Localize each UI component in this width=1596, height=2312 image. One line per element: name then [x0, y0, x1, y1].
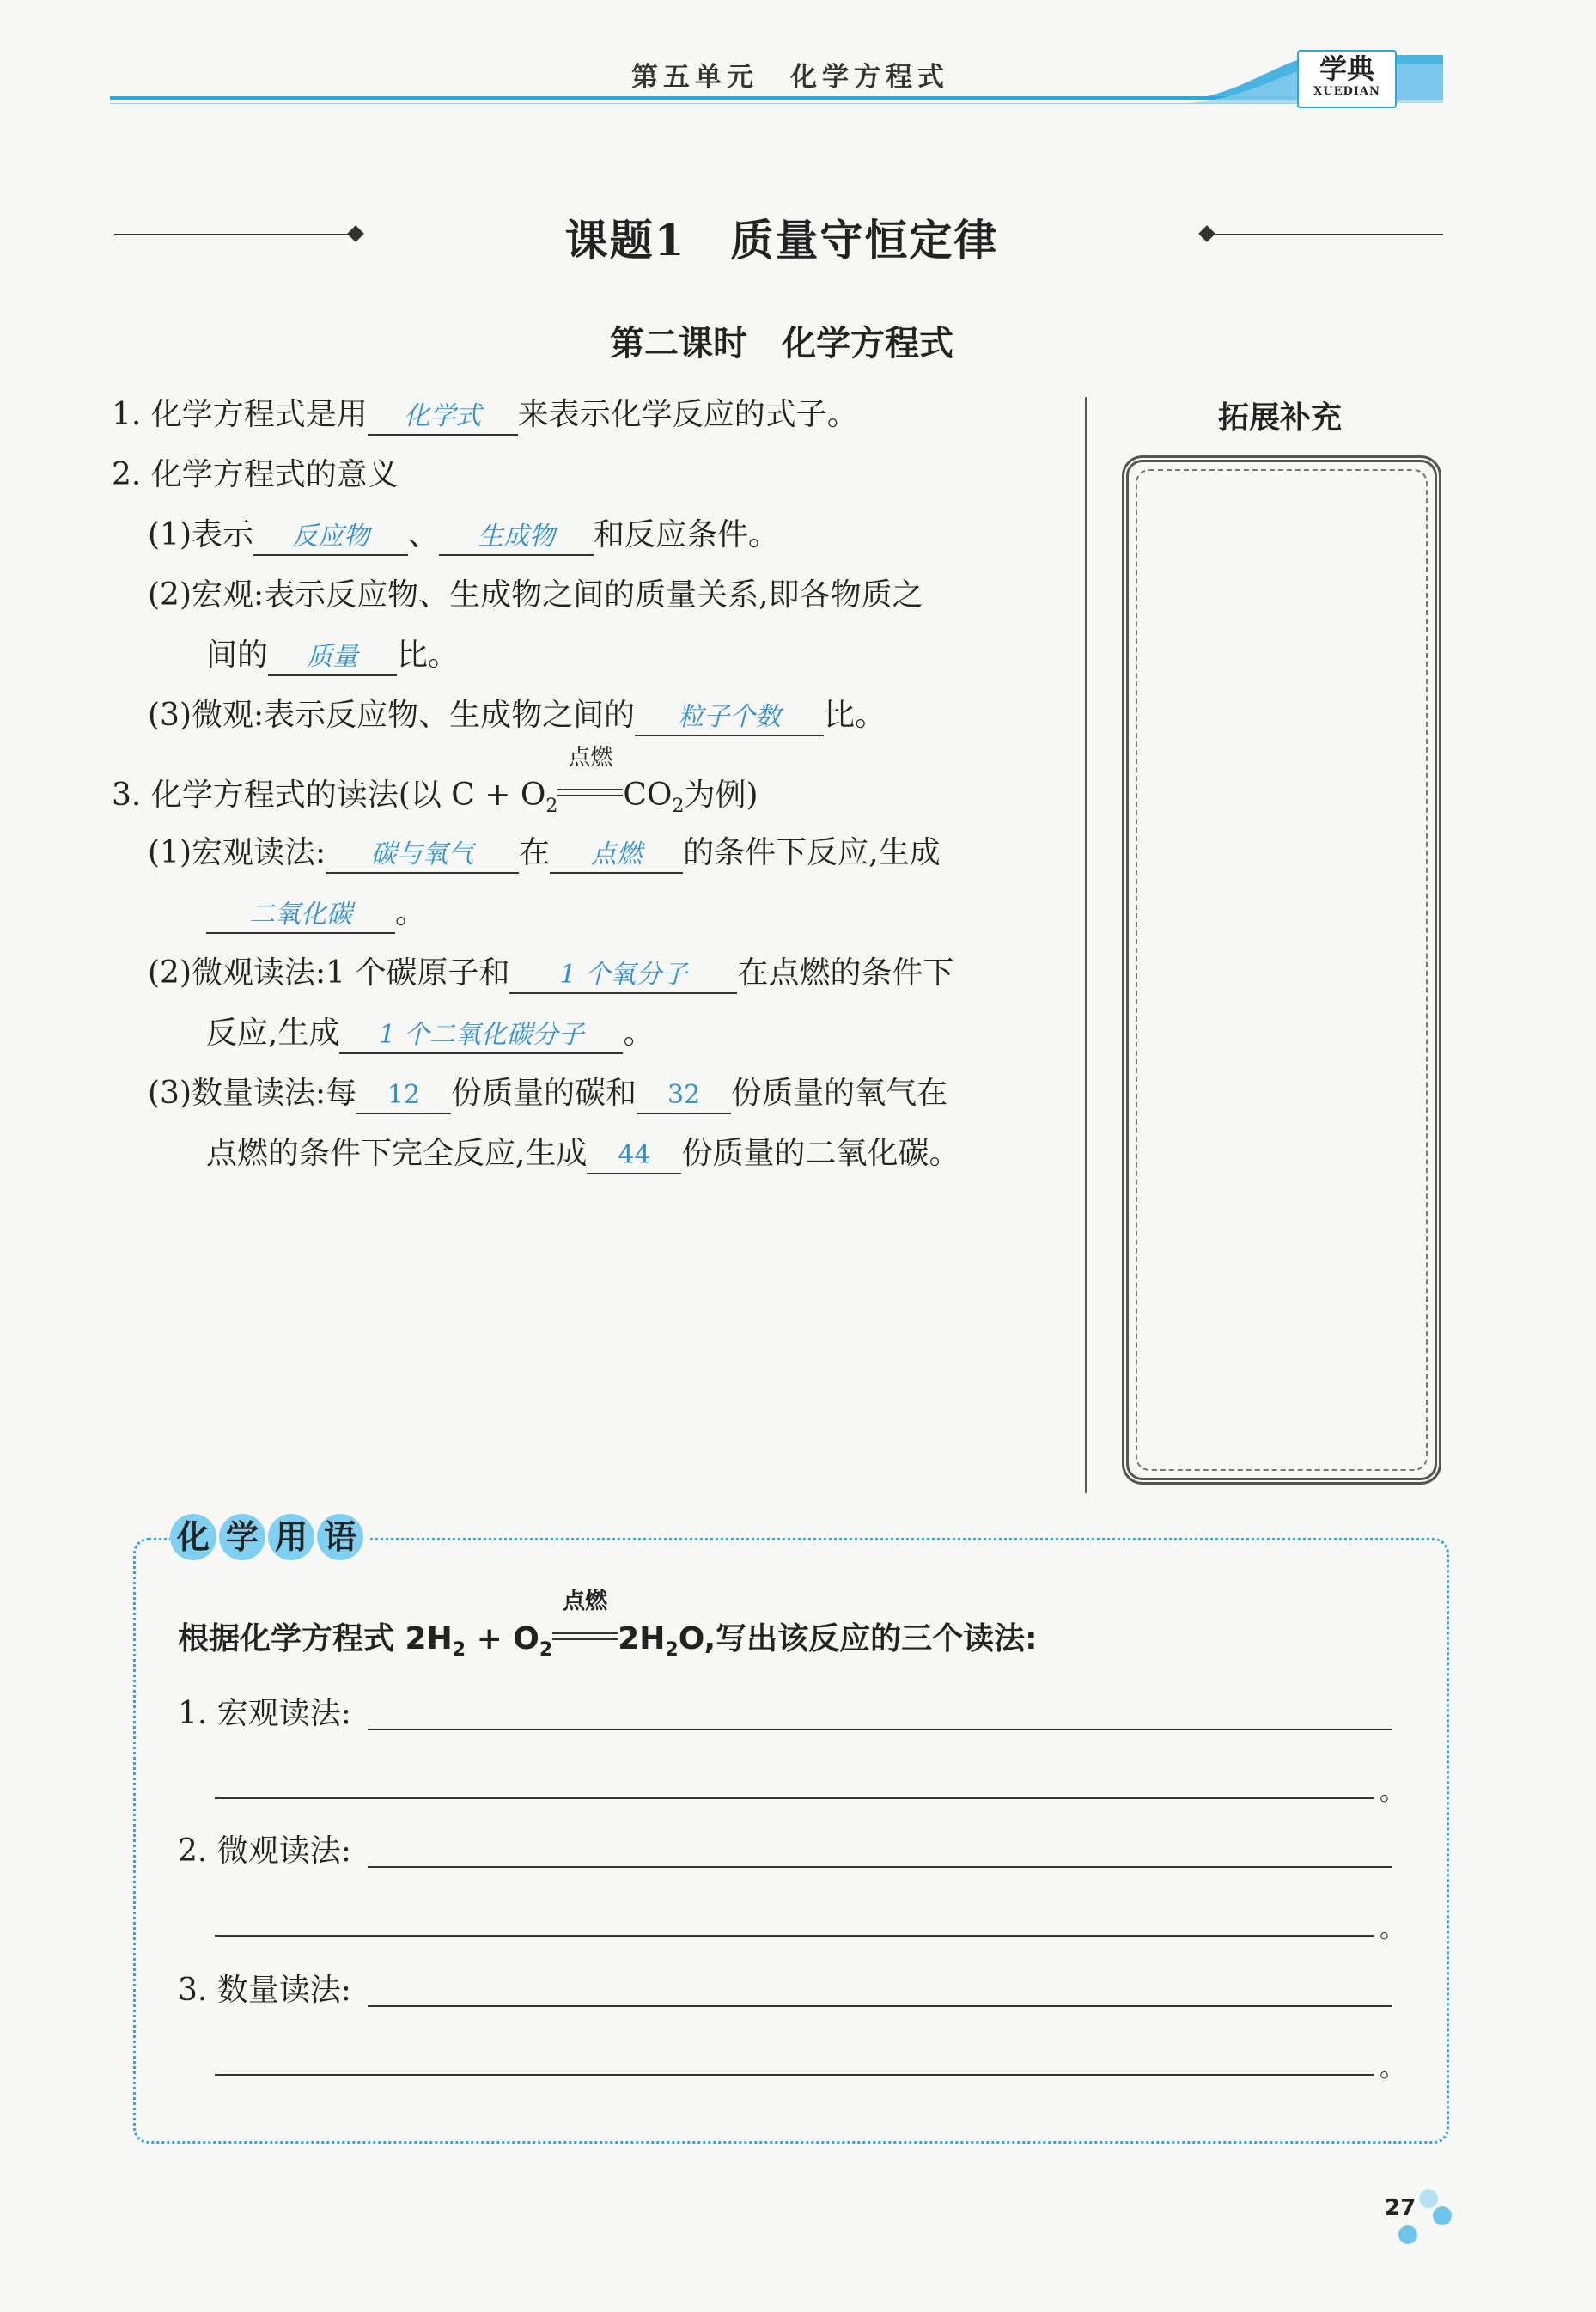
brand-name: 学典 — [1319, 52, 1374, 85]
badge-char-2: 学 — [219, 1514, 265, 1560]
intro-sub-h2: 2 — [452, 1639, 466, 1662]
question-3-2-line1 — [148, 952, 954, 995]
sidebar-notes-box[interactable] — [1122, 455, 1441, 1485]
question-3-1-line2 — [206, 892, 426, 935]
header-rule-thin — [110, 103, 1313, 104]
q1-answer-blank[interactable]: 化学式 — [368, 400, 518, 436]
q3-1-end: 。 — [395, 895, 427, 930]
lesson-title: 课题1 质量守恒定律 — [564, 215, 999, 265]
header-rule — [110, 96, 1364, 100]
q2-3-suffix: 比。 — [824, 698, 886, 733]
q3-prefix: 3. 化学方程式的读法(以 C + O — [112, 778, 546, 813]
q3-sub-co2: 2 — [672, 796, 685, 818]
q3-sub-o2: 2 — [545, 796, 558, 818]
brand-logo — [1297, 50, 1397, 108]
reaction-condition-arrow — [557, 745, 623, 805]
question-2-1 — [148, 514, 779, 557]
q2-3-answer[interactable]: 粒子个数 — [635, 700, 824, 736]
title-diamond-left — [347, 225, 364, 242]
brand-sub: XUEDIAN — [1313, 85, 1380, 98]
practice-q1-line-2[interactable] — [215, 1797, 1374, 1799]
practice-condition-arrow — [552, 1589, 618, 1649]
decor-dot-icon — [1433, 2206, 1452, 2225]
q1-suffix: 来表示化学反应的式子。 — [517, 397, 858, 432]
q3-3-end: 份质量的二氧化碳。 — [681, 1136, 960, 1171]
q2-1-sep: 、 — [408, 517, 440, 552]
question-2-2-line2 — [206, 634, 459, 677]
practice-intro — [178, 1589, 1038, 1662]
q3-2-prefix2: 反应,生成 — [206, 1016, 340, 1051]
question-3-2-line2 — [206, 1012, 654, 1055]
decor-dot-icon — [1419, 2189, 1438, 2208]
sidebar-frame-inner — [1136, 469, 1428, 1471]
q3-condition: 点燃 — [568, 745, 613, 771]
title-rule-left — [114, 234, 356, 235]
q2-2-answer[interactable]: 质量 — [268, 640, 397, 676]
q3-3-answer-b[interactable]: 32 — [637, 1078, 731, 1114]
practice-q2-period: 。 — [1380, 1914, 1405, 1944]
title-rule-right — [1207, 234, 1443, 235]
practice-q1-line-1[interactable] — [368, 1729, 1392, 1730]
intro-sub-o2: 2 — [539, 1639, 553, 1662]
q2-3-prefix: (3)微观:表示反应物、生成物之间的 — [148, 698, 636, 733]
practice-q3-line-1[interactable] — [368, 2005, 1392, 2007]
question-3-heading — [112, 745, 758, 818]
practice-equals-sign — [552, 1632, 618, 1640]
q2-2-prefix: 间的 — [206, 637, 269, 673]
q2-1-suffix: 和反应条件。 — [594, 517, 780, 552]
intro-mid: + O — [466, 1621, 539, 1656]
q3-2-end: 。 — [623, 1016, 655, 1051]
intro-sub-h2o: 2 — [665, 1639, 679, 1662]
equals-sign — [557, 789, 623, 796]
q3-2-answer-b[interactable]: 1 个二氧化碳分子 — [339, 1018, 623, 1054]
intro-product-a: 2H — [618, 1621, 666, 1656]
q3-3-answer-c[interactable]: 44 — [587, 1138, 681, 1174]
badge-char-3: 用 — [268, 1514, 314, 1560]
q3-3-mid1: 份质量的碳和 — [451, 1076, 637, 1111]
q3-1-answer-b[interactable]: 点燃 — [550, 838, 683, 874]
lesson-subtitle: 第二课时 化学方程式 — [610, 324, 953, 363]
title-diamond-right — [1198, 225, 1215, 242]
question-1 — [112, 393, 858, 436]
q2-2-suffix: 比。 — [397, 637, 460, 673]
question-3-1-line1 — [148, 832, 941, 875]
badge-char-1: 化 — [170, 1514, 216, 1560]
q3-1-mid: 在 — [519, 835, 551, 870]
sidebar-divider — [1085, 397, 1087, 1493]
practice-q1-period: 。 — [1380, 1777, 1405, 1807]
practice-q1-label: 1. 宏观读法: — [178, 1696, 351, 1731]
q3-3-mid2: 份质量的氧气在 — [731, 1076, 948, 1111]
badge-char-4: 语 — [317, 1514, 363, 1560]
page-number: 27 — [1385, 2195, 1416, 2221]
q3-1-answer-c[interactable]: 二氧化碳 — [206, 898, 395, 934]
intro-prefix: 根据化学方程式 2H — [178, 1621, 453, 1656]
q3-1-suffix: 的条件下反应,生成 — [683, 835, 941, 870]
q3-1-answer-a[interactable]: 碳与氧气 — [326, 838, 519, 874]
decor-dot-icon — [1398, 2225, 1417, 2244]
q3-3-prefix: (3)数量读法:每 — [148, 1076, 357, 1111]
q3-2-suffix: 在点燃的条件下 — [737, 955, 954, 991]
practice-q2-line-1[interactable] — [368, 1866, 1392, 1868]
practice-q3-period: 。 — [1380, 2053, 1405, 2083]
question-2-heading: 2. 化学方程式的意义 — [112, 457, 399, 492]
sidebar-title: 拓展补充 — [1217, 400, 1342, 436]
q2-1-answer-b[interactable]: 生成物 — [439, 520, 594, 556]
practice-badge — [170, 1514, 368, 1567]
question-3-3-line2 — [206, 1132, 959, 1175]
q3-3-answer-a[interactable]: 12 — [356, 1078, 451, 1114]
unit-title: 第五单元 化学方程式 — [631, 62, 949, 93]
q3-2-prefix: (2)微观读法:1 个碳原子和 — [148, 955, 510, 991]
practice-q3-line-2[interactable] — [215, 2074, 1374, 2076]
practice-q2-label: 2. 微观读法: — [178, 1833, 351, 1869]
q2-1-answer-a[interactable]: 反应物 — [253, 520, 408, 556]
q1-prefix: 1. 化学方程式是用 — [112, 397, 368, 432]
question-2-2-line1: (2)宏观:表示反应物、生成物之间的质量关系,即各物质之 — [148, 577, 923, 613]
practice-q2-line-2[interactable] — [215, 1935, 1374, 1937]
question-3-3-line1 — [148, 1072, 947, 1115]
q3-3-prefix2: 点燃的条件下完全反应,生成 — [206, 1136, 588, 1171]
question-2-3 — [148, 694, 886, 737]
intro-product-b: O,写出该反应的三个读法: — [678, 1621, 1038, 1656]
q3-2-answer-a[interactable]: 1 个氧分子 — [509, 958, 737, 994]
q3-product: CO — [623, 778, 673, 813]
practice-q3-label: 3. 数量读法: — [178, 1973, 351, 2008]
intro-condition: 点燃 — [563, 1589, 608, 1614]
q3-suffix: 为例) — [684, 778, 758, 813]
q3-1-prefix: (1)宏观读法: — [148, 835, 326, 870]
q2-1-prefix: (1)表示 — [148, 517, 253, 552]
